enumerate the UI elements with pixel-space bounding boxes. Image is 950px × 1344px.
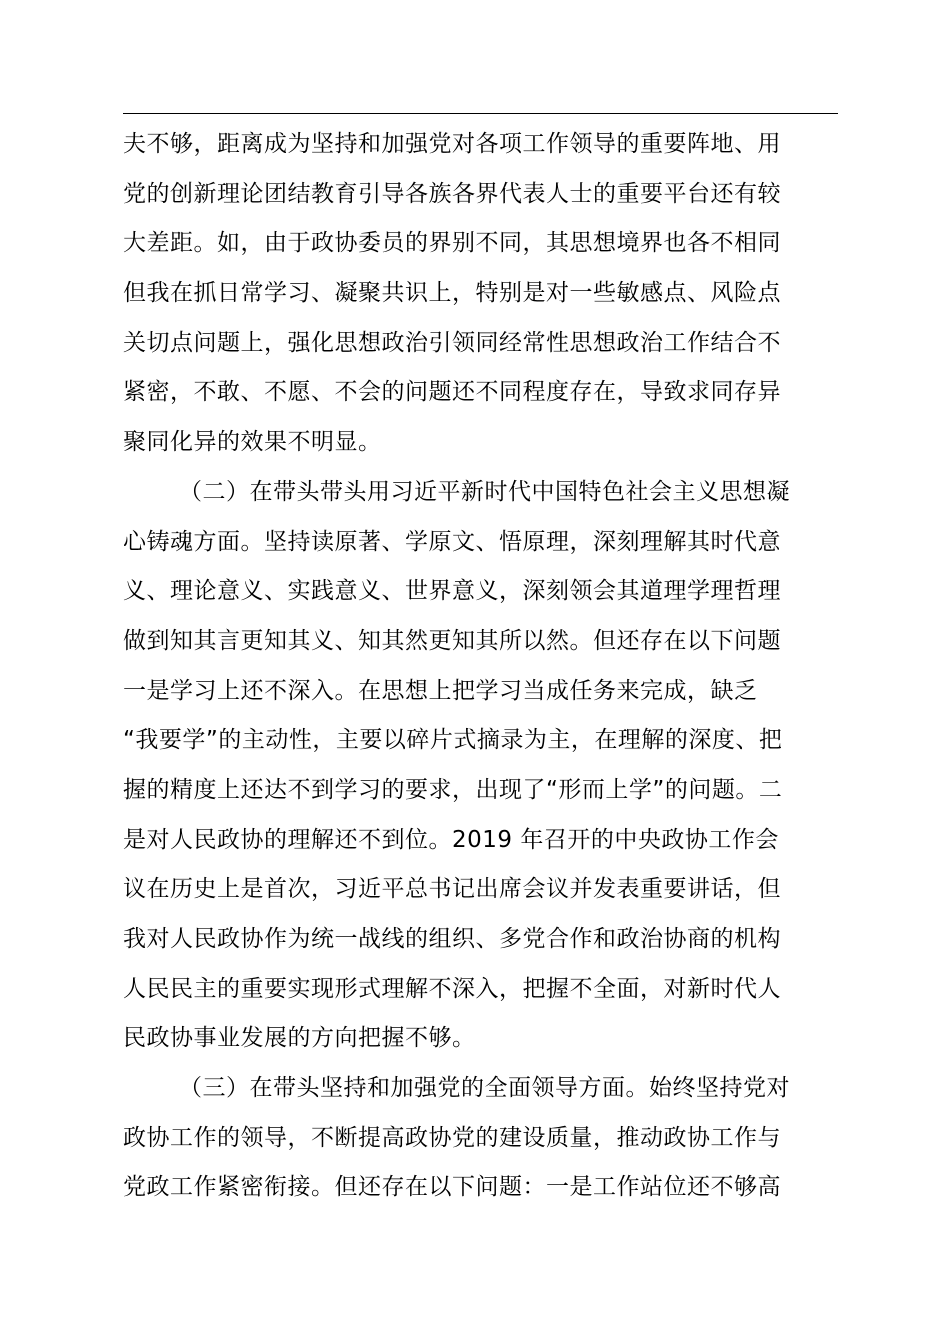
text-line: 聚同化异的效果不明显。: [123, 429, 382, 456]
body-text: [123, 120, 843, 1213]
text-line: 义、理论意义、实践意义、世界意义，深刻领会其道理学理哲理: [123, 578, 781, 605]
text-line: 紧密，不敢、不愿、不会的问题还不同程度存在，导致求同存异: [123, 379, 781, 406]
text-line: 夫不够，距离成为坚持和加强党对各项工作领导的重要阵地、用: [123, 131, 781, 157]
text-line: 政协工作的领导，不断提高政协党的建设质量，推动政协工作与: [123, 1124, 781, 1151]
text-line: “我要学”的主动性，主要以碎片式摘录为主，在理解的深度、把: [123, 727, 783, 754]
text-line: 我对人民政协作为统一战线的组织、多党合作和政治协商的机构: [123, 926, 781, 952]
text-line: 一是学习上还不深入。在思想上把学习当成任务来完成，缺乏: [123, 677, 758, 704]
text-line: 握的精度上还达不到学习的要求，出现了“形而上学”的问题。二: [123, 776, 783, 803]
text-line: 党政工作紧密衔接。但还存在以下问题：一是工作站位还不够高: [123, 1174, 781, 1201]
text-line: 心铸魂方面。坚持读原著、学原文、悟原理，深刻理解其时代意: [123, 528, 781, 555]
text-line: 民政协事业发展的方向把握不够。: [123, 1025, 476, 1052]
text-line: 关切点问题上，强化思想政治引领同经常性思想政治工作结合不: [123, 329, 781, 356]
section-heading-2: （二）在带头带头用习近平新时代中国特色社会主义思想凝: [179, 478, 790, 505]
header-rule: [123, 113, 838, 114]
text-line: 大差距。如，由于政协委员的界别不同，其思想境界也各不相同: [123, 230, 781, 257]
text-line: 人民民主的重要实现形式理解不深入，把握不全面，对新时代人: [123, 975, 781, 1002]
text-line: 做到知其言更知其义、知其然更知其所以然。但还存在以下问题: [123, 627, 781, 654]
text-line: 议在历史上是首次，习近平总书记出席会议并发表重要讲话，但: [123, 876, 781, 903]
text-line: 但我在抓日常学习、凝聚共识上，特别是对一些敏感点、风险点: [123, 280, 781, 307]
text-line: 是对人民政协的理解还不到位。2019 年召开的中央政协工作会: [123, 826, 779, 853]
text-line: 党的创新理论团结教育引导各族各界代表人士的重要平台还有较: [123, 180, 781, 207]
section-heading-3: （三）在带头坚持和加强党的全面领导方面。始终坚持党对: [179, 1075, 790, 1102]
